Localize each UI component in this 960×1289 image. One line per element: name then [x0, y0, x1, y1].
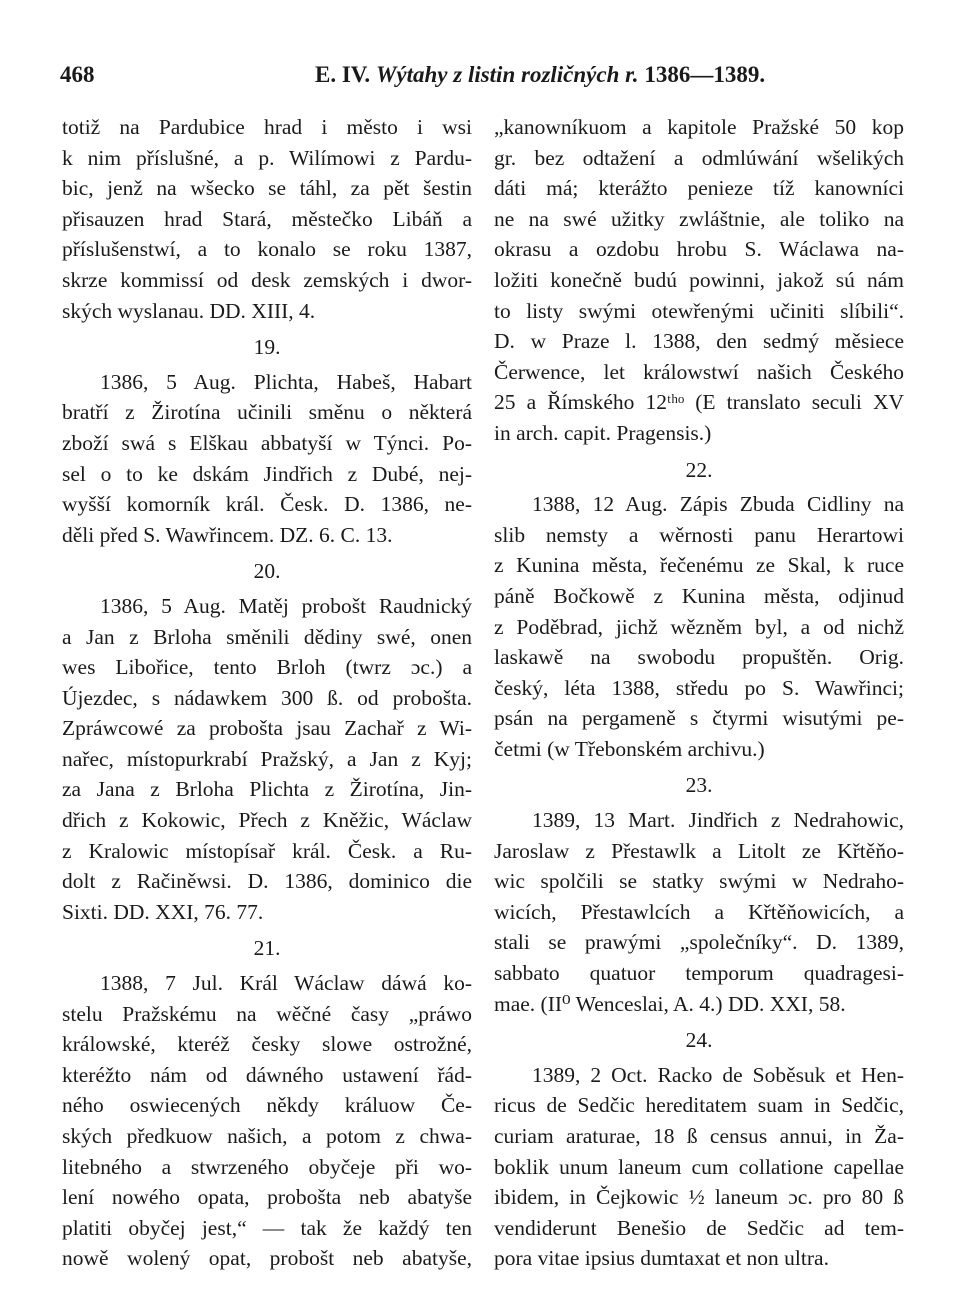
text-line: litebného a stwrzeného obyčeje při wo-: [62, 1154, 472, 1179]
text-line: dolt z Račiněwsi. D. 1386, dominico die: [62, 869, 472, 894]
text-line: in arch. capit. Pragensis.): [494, 420, 712, 445]
text-line: stelu Pražskému na wěčné časy „práwo: [62, 1001, 472, 1026]
text-line: curiam araturae, 18 ß census annui, in Ža-: [494, 1124, 904, 1148]
text-line: wic spolčili se statky swými w Nedraho-: [494, 869, 904, 894]
text-line: bic, jenž na wšecko se táhl, za pět šestin: [62, 176, 472, 201]
left-column: [62, 112, 472, 1274]
text-line: 25 a Římského 12ᵗʰᵒ (E translato seculi XV: [494, 390, 904, 415]
text-line: laskawě na swobodu propuštěn. Orig.: [494, 645, 904, 670]
text-line: bratří z Žirotína učinili směnu o některá: [62, 400, 472, 425]
entry-number-heading: 20.: [253, 559, 281, 584]
running-title-italic: Wýtahy z listin rozličných r.: [375, 62, 639, 87]
text-line: ného oswiecených někdy králuow Če-: [62, 1093, 472, 1118]
text-line: z Kralowic místopísař král. Česk. a Ru-: [62, 838, 472, 863]
text-line: psán na pergameně s čtyrmi wisutými pe-: [494, 706, 904, 731]
right-column: [494, 112, 904, 1274]
text-line: dřich z Kokowic, Přech z Kněžic, Wáclaw: [62, 808, 472, 833]
text-line: 1388, 7 Jul. Král Wáclaw dáwá ko-: [100, 971, 472, 996]
text-line: český, léta 1388, středu po S. Wawřinci;: [494, 675, 904, 700]
text-line: ských předkuow našich, a potom z chwa-: [62, 1124, 472, 1148]
text-line: slib nemsty a wěrnosti panu Herartowi: [494, 522, 904, 547]
text-line: Sixti. DD. XXI, 76. 77.: [62, 899, 264, 924]
text-line: 1388, 12 Aug. Zápis Zbuda Cidliny na: [532, 492, 904, 517]
text-line: ne na swé užitky zwláštnie, ale toliko na: [494, 206, 904, 231]
text-line: četmi (w Třebonském archivu.): [494, 736, 765, 761]
text-line: 1389, 2 Oct. Racko de Soběsuk et Hen-: [532, 1062, 904, 1087]
text-line: za Jana z Brloha Plichta z Žirotína, Jin-: [62, 777, 472, 802]
entry-number-heading: 22.: [685, 457, 713, 482]
text-line: ských wyslanau. DD. XIII, 4.: [62, 298, 316, 323]
text-line: sabbato quatuor temporum quadragesi-: [494, 961, 904, 986]
text-line: nowě wolený opat, probošt neb abatyše,: [62, 1246, 472, 1271]
text-line: sel o to ke dskám Jindřich z Dubé, nej-: [62, 461, 472, 486]
text-line: děli před S. Wawřincem. DZ. 6. C. 13.: [62, 522, 393, 547]
text-line: boklik unum laneum cum collatione capellae: [494, 1154, 904, 1179]
text-line: z Poděbrad, jichž wězněm byl, a od nichž: [494, 614, 904, 639]
text-line: lení nowého opata, probošta neb abatyše: [62, 1185, 472, 1210]
text-line: příslušenstwí, a to konalo se roku 1387,: [62, 237, 472, 262]
text-line: kteréžto nám od dáwného ustawení řád-: [62, 1062, 472, 1087]
text-line: nařec, místopurkrabí Pražský, a Jan z Kyj;: [62, 746, 472, 771]
text-line: Čerwence, let králowstwí našich Českého: [494, 359, 904, 384]
text-line: ricus de Sedčic hereditatem suam in Sedčic,: [494, 1093, 904, 1118]
text-line: platiti obyčej jest,“ — tak že každý ten: [62, 1215, 472, 1240]
text-line: to listy swými otewřenými učiniti slíbili“.: [494, 298, 904, 323]
page-number: 468: [60, 62, 95, 87]
text-line: 1386, 5 Aug. Matěj probošt Raudnický: [100, 593, 472, 618]
text-line: wyšší komorník král. Česk. D. 1386, ne-: [62, 492, 472, 517]
text-line: 1386, 5 Aug. Plichta, Habeš, Habart: [100, 369, 472, 394]
text-line: wicích, Přestawlcích a Křtěňowicích, a: [494, 899, 904, 924]
text-line: gr. bez odtažení a odmlúwání wšelikých: [494, 145, 904, 170]
text-line: mae. (II⁰ Wenceslai, A. 4.) DD. XXI, 58.: [494, 991, 846, 1016]
text-line: Zpráwcowé za probošta jsau Zachař z Wi-: [62, 716, 472, 741]
text-line: Újezdec, s nádawkem 300 ß. od probošta.: [62, 685, 472, 710]
text-line: okrasu a ozdobu hrobu S. Wáclawa na-: [494, 237, 904, 262]
text-line: ibidem, in Čejkowic ½ laneum ɔc. pro 80 ß: [494, 1185, 904, 1210]
text-line: přisauzen hrad Stará, městečko Libáň a: [62, 206, 472, 231]
text-line: 1389, 13 Mart. Jindřich z Nedrahowic,: [532, 808, 904, 833]
running-header: [60, 62, 910, 96]
running-title: [315, 62, 765, 88]
running-title-prefix: E. IV.: [315, 62, 371, 87]
text-line: dáti má; kterážto penieze tíž kanowníci: [494, 176, 904, 201]
entry-number-heading: 21.: [253, 936, 281, 961]
text-line: pora vitae ipsius dumtaxat et non ultra.: [494, 1246, 829, 1271]
entry-number-heading: 19.: [253, 335, 281, 360]
text-line: stali se prawými „společníky“. D. 1389,: [494, 930, 904, 955]
text-line: skrze kommissí od desk zemských i dwor-: [62, 267, 472, 292]
text-line: a Jan z Brloha směnili dědiny swé, onen: [62, 624, 472, 649]
text-line: D. w Praze l. 1388, den sedmý měsiece: [494, 329, 904, 354]
text-line: „kanowníkuom a kapitole Pražské 50 kop: [494, 115, 904, 139]
text-line: páně Bočkowě z Kunina města, odjinud: [494, 583, 904, 608]
running-title-years: 1386—1389.: [644, 62, 766, 87]
text-line: králowské, kteréž česky slowe ostrožné,: [62, 1032, 472, 1057]
text-line: wes Libořice, tento Brloh (twrz ɔc.) a: [62, 655, 472, 680]
text-line: z Kunina města, řečenému ze Skal, k ruce: [494, 553, 904, 578]
entry-number-heading: 24.: [685, 1028, 713, 1053]
text-line: totiž na Pardubice hrad i město i wsi: [62, 115, 472, 139]
text-line: Jaroslaw z Přestawlk a Litolt ze Křtěňo-: [494, 838, 904, 863]
entry-number-heading: 23.: [685, 773, 713, 798]
text-line: ložiti konečně budú powinni, jakož sú nám: [494, 267, 904, 292]
text-line: zboží swá s Elškau abbatyší w Týnci. Po-: [62, 430, 472, 455]
text-line: vendiderunt Benešio de Sedčic ad tem-: [494, 1215, 904, 1240]
text-line: k nim příslušné, a p. Wilímowi z Pardu-: [62, 145, 472, 170]
